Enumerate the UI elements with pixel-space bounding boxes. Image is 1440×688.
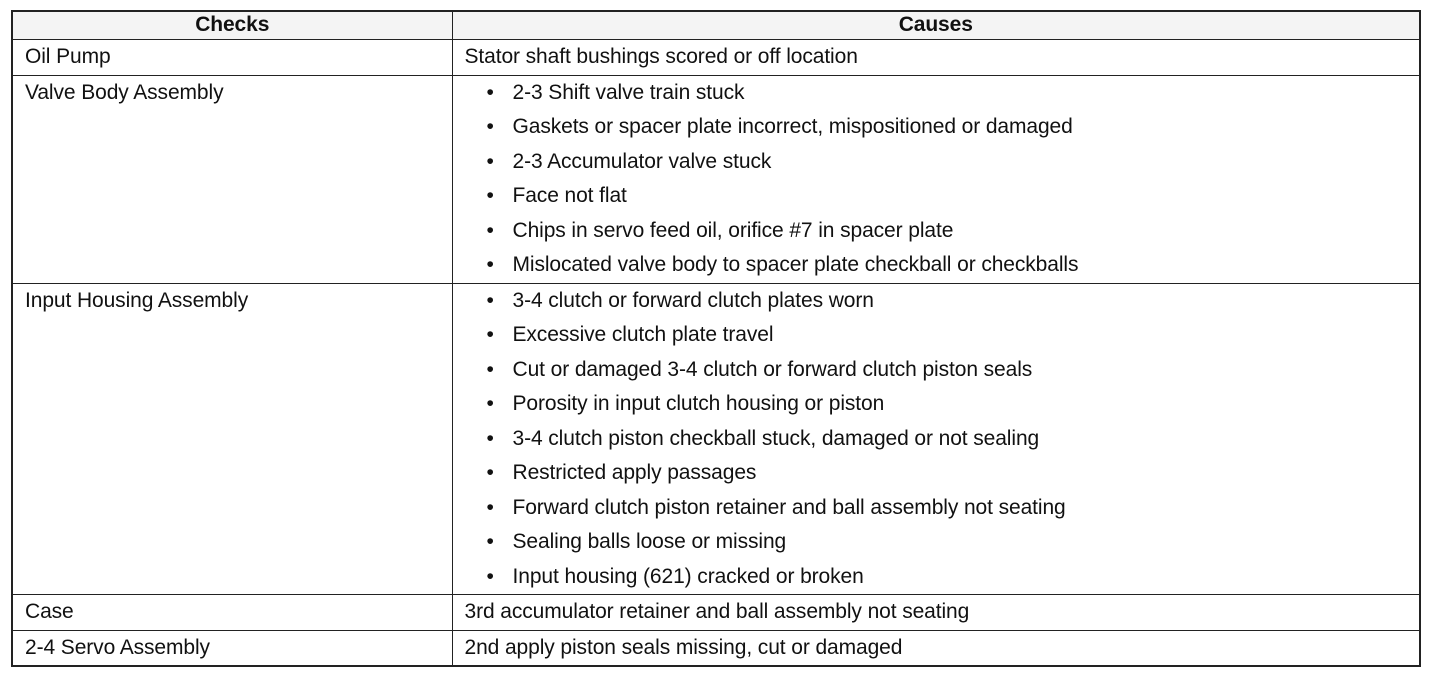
list-item: • Mislocated valve body to spacer plate checkball or checkballs [487, 248, 1420, 283]
check-cell: 2-4 Servo Assembly [12, 630, 452, 666]
list-item: • 2-3 Accumulator valve stuck [487, 145, 1420, 180]
list-item: • Cut or damaged 3-4 clutch or forward clutch piston seals [487, 353, 1420, 388]
cause-list [465, 76, 1420, 283]
list-item: • Gaskets or spacer plate incorrect, mispositioned or damaged [487, 110, 1420, 145]
table-row-2-4-servo-assembly [12, 630, 1420, 666]
check-cell: Valve Body Assembly [12, 75, 452, 283]
table-row-valve-body-assembly [12, 75, 1420, 283]
list-item: • 3-4 clutch or forward clutch plates worn [487, 284, 1420, 319]
table-row-input-housing-assembly [12, 283, 1420, 595]
list-item: • 2-3 Shift valve train stuck [487, 76, 1420, 111]
list-item: • Restricted apply passages [487, 456, 1420, 491]
list-item: • 3-4 clutch piston checkball stuck, damaged or not sealing [487, 422, 1420, 457]
cause-cell: 3rd accumulator retainer and ball assembly not seating [452, 595, 1420, 631]
diagnosis-table-container [11, 10, 1419, 667]
causes-cell [452, 283, 1420, 595]
check-cell: Oil Pump [12, 40, 452, 76]
list-item: • Input housing (621) cracked or broken [487, 560, 1420, 595]
list-item: • Excessive clutch plate travel [487, 318, 1420, 353]
check-cell: Case [12, 595, 452, 631]
column-header-checks: Checks [12, 11, 452, 40]
header-row [12, 11, 1420, 40]
cause-cell: Stator shaft bushings scored or off location [452, 40, 1420, 76]
causes-cell [452, 75, 1420, 283]
cause-list [465, 284, 1420, 595]
table-row-case [12, 595, 1420, 631]
table-row-oil-pump [12, 40, 1420, 76]
check-cell: Input Housing Assembly [12, 283, 452, 595]
checks-causes-table [11, 10, 1421, 667]
list-item: • Sealing balls loose or missing [487, 525, 1420, 560]
list-item: • Chips in servo feed oil, orifice #7 in spacer plate [487, 214, 1420, 249]
list-item: • Face not flat [487, 179, 1420, 214]
list-item: • Porosity in input clutch housing or piston [487, 387, 1420, 422]
cause-cell: 2nd apply piston seals missing, cut or damaged [452, 630, 1420, 666]
column-header-causes: Causes [452, 11, 1420, 40]
list-item: • Forward clutch piston retainer and ball assembly not seating [487, 491, 1420, 526]
